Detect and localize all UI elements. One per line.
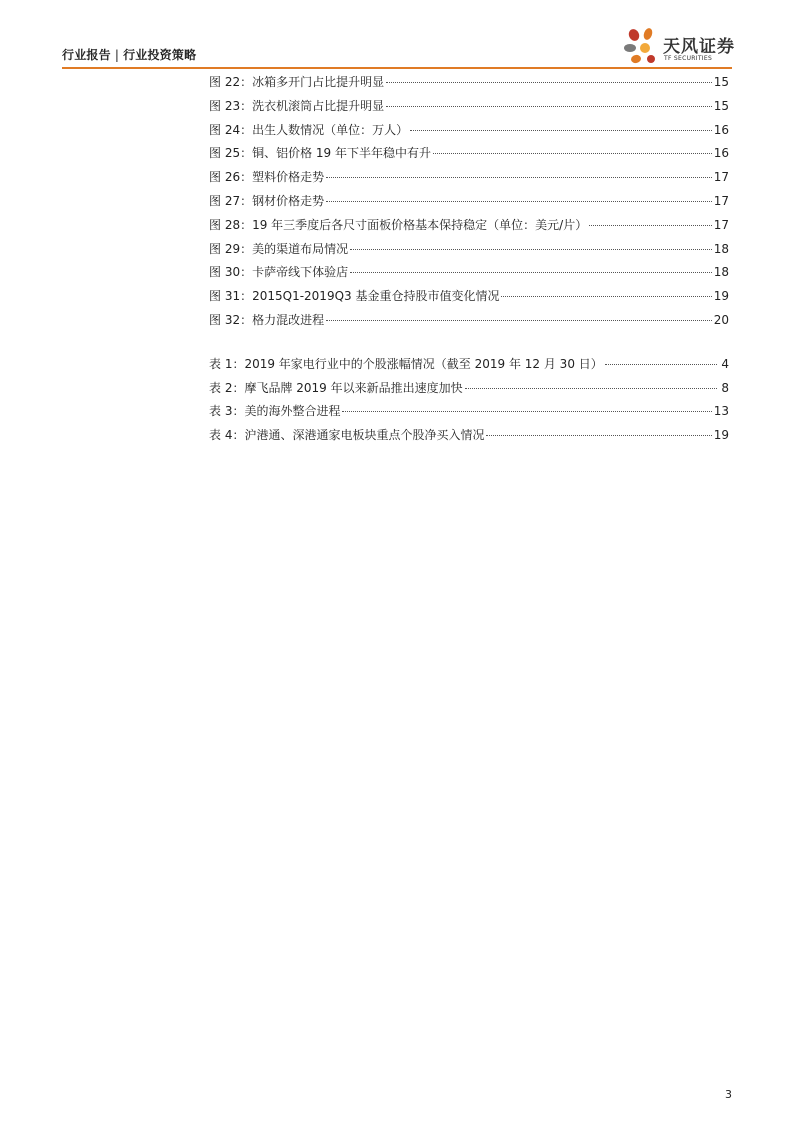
toc-leader-dots bbox=[501, 296, 711, 297]
toc-entry-label: 图 24：出生人数情况（单位：万人） bbox=[209, 122, 409, 137]
toc-entry-label: 图 23：洗衣机滚筒占比提升明显 bbox=[209, 98, 385, 113]
toc-entry-page: 19 bbox=[713, 289, 729, 304]
toc-figure-entry[interactable] bbox=[209, 144, 729, 168]
toc-figure-entry[interactable] bbox=[209, 192, 729, 216]
toc-leader-dots bbox=[486, 435, 711, 436]
toc-entry-label: 图 29：美的渠道布局情况 bbox=[209, 241, 349, 256]
toc-leader-dots bbox=[326, 177, 712, 178]
toc-figure-entry[interactable] bbox=[209, 97, 729, 121]
toc-leader-dots bbox=[605, 364, 717, 365]
toc-figure-entry[interactable] bbox=[209, 311, 729, 335]
toc-entry-label: 图 31：2015Q1-2019Q3 基金重仓持股市值变化情况 bbox=[209, 289, 500, 304]
toc-figure-entry[interactable] bbox=[209, 216, 729, 240]
toc-leader-dots bbox=[589, 225, 712, 226]
toc-figure-entry[interactable] bbox=[209, 168, 729, 192]
toc-table-entry[interactable] bbox=[209, 402, 729, 426]
toc-leader-dots bbox=[386, 106, 712, 107]
toc-leader-dots bbox=[342, 411, 711, 412]
header-separator: | bbox=[114, 48, 120, 62]
toc-entry-label: 图 26：塑料价格走势 bbox=[209, 170, 325, 185]
toc-entry-label: 图 28：19 年三季度后各尺寸面板价格基本保持稳定（单位：美元/片） bbox=[209, 217, 588, 232]
toc-entry-page: 13 bbox=[713, 404, 729, 419]
toc-entry-label: 图 32：格力混改进程 bbox=[209, 312, 325, 327]
report-type-header bbox=[62, 46, 196, 63]
toc-leader-dots bbox=[350, 272, 712, 273]
header-divider bbox=[62, 67, 732, 69]
toc-entry-label: 图 27：钢材价格走势 bbox=[209, 193, 325, 208]
toc-section-gap bbox=[209, 335, 729, 355]
toc-leader-dots bbox=[326, 201, 712, 202]
toc-figure-entry[interactable] bbox=[209, 121, 729, 145]
toc-entry-page: 16 bbox=[713, 146, 729, 161]
toc-entry-label: 图 22：冰箱多开门占比提升明显 bbox=[209, 75, 385, 89]
toc-entry-page: 8 bbox=[721, 380, 729, 395]
toc-table-entry[interactable] bbox=[209, 379, 729, 403]
toc-entry-page: 18 bbox=[713, 265, 729, 280]
toc-figure-entry[interactable] bbox=[209, 73, 729, 97]
toc-leader-dots bbox=[433, 153, 712, 154]
toc-leader-dots bbox=[326, 320, 712, 321]
toc-figure-entry[interactable] bbox=[209, 240, 729, 264]
toc-leader-dots bbox=[410, 130, 712, 131]
toc-entry-label: 表 2：摩飞品牌 2019 年以来新品推出速度加快 bbox=[209, 380, 463, 395]
tf-securities-logo bbox=[622, 26, 736, 66]
toc-entry-page: 20 bbox=[713, 312, 729, 327]
toc-entry-label: 表 1：2019 年家电行业中的个股涨幅情况（截至 2019 年 12 月 30 日） bbox=[209, 356, 603, 371]
toc-table-entry[interactable] bbox=[209, 426, 729, 450]
toc-entry-page: 18 bbox=[713, 241, 729, 256]
toc-entry-page: 4 bbox=[721, 356, 729, 371]
toc-entry-page: 15 bbox=[713, 98, 729, 113]
toc-entry-page: 17 bbox=[713, 193, 729, 208]
toc-leader-dots bbox=[350, 249, 712, 250]
toc-figure-entry[interactable] bbox=[209, 263, 729, 287]
toc-entry-label: 图 25：铜、铝价格 19 年下半年稳中有升 bbox=[209, 146, 431, 161]
logo-mark-icon bbox=[622, 26, 662, 66]
toc-leader-dots bbox=[465, 388, 717, 389]
toc-entry-label: 表 3：美的海外整合进程 bbox=[209, 404, 341, 419]
report-subtype: 行业投资策略 bbox=[123, 48, 197, 62]
report-type: 行业报告 bbox=[62, 48, 111, 62]
toc-entry-page: 16 bbox=[713, 122, 729, 137]
toc-entry-page: 19 bbox=[713, 428, 729, 443]
table-of-contents bbox=[209, 73, 729, 450]
toc-figure-entry[interactable] bbox=[209, 287, 729, 311]
toc-entry-page: 17 bbox=[713, 170, 729, 185]
logo-name-cn: 天风证券 bbox=[663, 37, 735, 57]
logo-name-en: TF SECURITIES bbox=[664, 55, 713, 62]
toc-entry-label: 表 4：沪港通、深港通家电板块重点个股净买入情况 bbox=[209, 428, 485, 443]
toc-table-entry[interactable] bbox=[209, 355, 729, 379]
toc-leader-dots bbox=[386, 82, 712, 83]
page-number: 3 bbox=[725, 1088, 732, 1101]
toc-entry-page: 17 bbox=[713, 217, 729, 232]
toc-entry-page: 15 bbox=[713, 75, 729, 89]
toc-entry-label: 图 30：卡萨帝线下体验店 bbox=[209, 265, 349, 280]
